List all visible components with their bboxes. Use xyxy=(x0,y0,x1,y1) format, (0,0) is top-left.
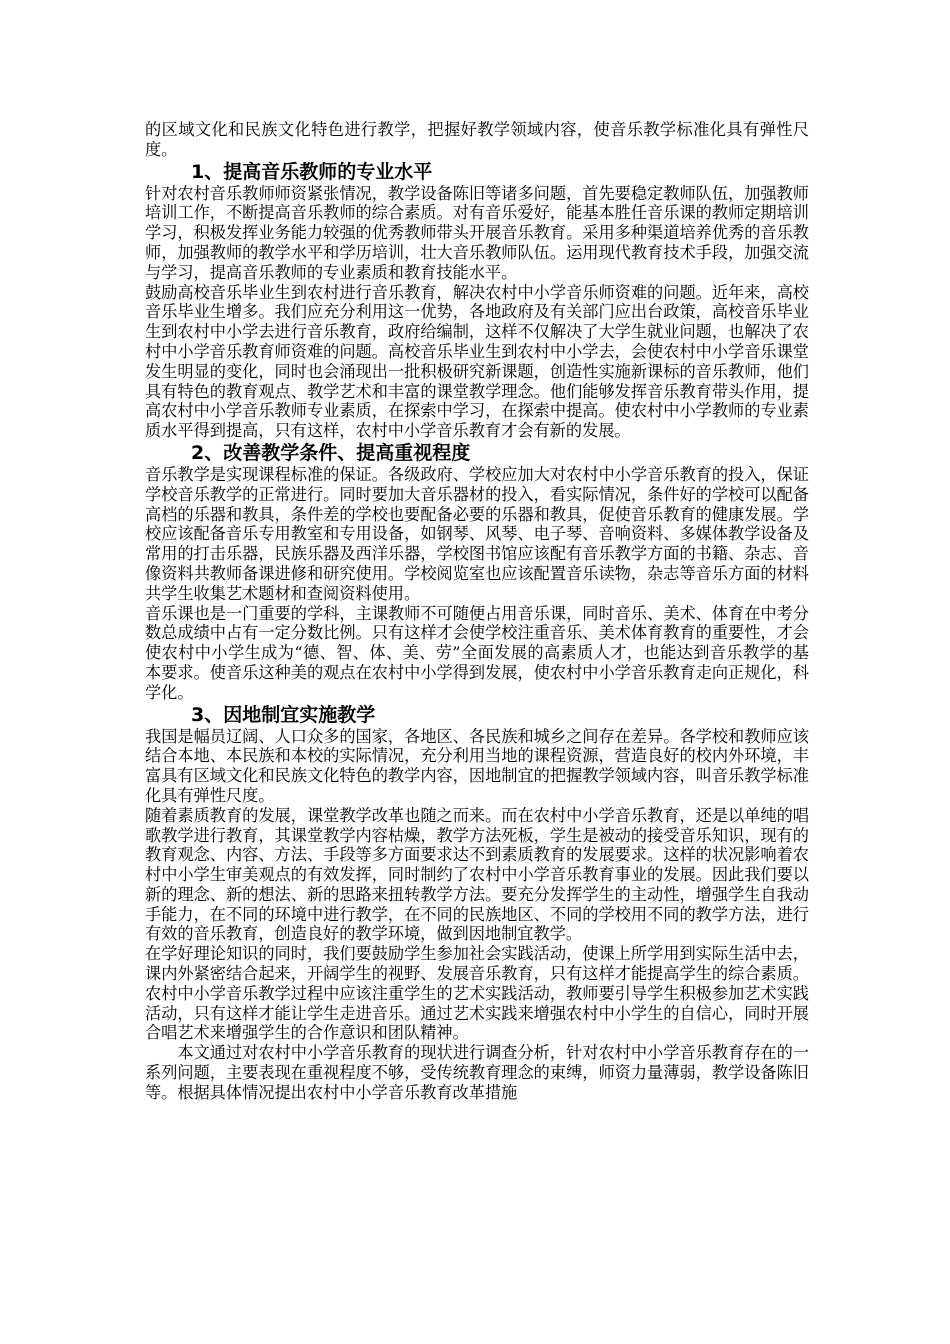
section-teaching-conditions xyxy=(145,441,809,703)
body-paragraph: 我国是幅员辽阔、人口众多的国家，各地区、各民族和城乡之间存在差异。各学校和教师应该结合本地、本民族和本校的实际情况，充分利用当地的课程资源，营造良好的校内外环境，丰富具有区域文化和民族文化特色的教学内容，因地制宜的把握教学领域内容，叫音乐教学标准化具有弹性尺度。 xyxy=(145,726,809,805)
section-heading: 3、因地制宜实施教学 xyxy=(191,703,376,726)
section-teacher-quality xyxy=(145,160,809,441)
body-paragraph: 随着素质教育的发展，课堂教学改革也随之而来。而在农村中小学音乐教育，还是以单纯的唱歌教学进行教育，其课堂教学内容枯燥，教学方法死板，学生是被动的接受音乐知识，现有的教育观念、内容、方法、手段等多方面要求达不到素质教育的发展要求。这样的状况影响着农村中小学生审美观点的有效发挥，同时制约了农村中小学音乐教育事业的发展。因此我们要以新的理念、新的想法、新的思路来扭转教学方法。要充分发挥学生的主动性，增强学生自我动手能力，在不同的环境中进行教学，在不同的民族地区、不同的学校用不同的教学方法，进行有效的音乐教育，创造良好的教学环境，做到因地制宜教学。 xyxy=(145,805,809,944)
conclusion-paragraph: 本文通过对农村中小学音乐教育的现状进行调查分析，针对农村中小学音乐教育存在的一系列问题，主要表现在重视程度不够，受传统教育理念的束缚，师资力量薄弱，教学设备陈旧等。根据具体情况提出农村中小学音乐教育改革措施 xyxy=(145,1043,809,1102)
body-paragraph: 在学好理论知识的同时，我们要鼓励学生参加社会实践活动，使课上所学用到实际生活中去，课内外紧密结合起来，开阔学生的视野、发展音乐教育，只有这样才能提高学生的综合素质。农村中小学音乐教学过程中应该注重学生的艺术实践活动，教师要引导学生积极参加艺术实践活动，只有这样才能让学生走进音乐。通过艺术实践来增强农村中小学生的自信心，同时开展合唱艺术来增强学生的合作意识和团队精神。 xyxy=(145,944,809,1043)
body-paragraph: 音乐教学是实现课程标准的保证。各级政府、学校应加大对农村中小学音乐教育的投入，保证学校音乐教学的正常进行。同时要加大音乐器材的投入，看实际情况，条件好的学校可以配备高档的乐器和教具，条件差的学校也要配备必要的乐器和教具，促使音乐教育的健康发展。学校应该配备音乐专用教室和专用设备，如钢琴、风琴、电子琴、音响资料、多媒体教学设备及常用的打击乐器，民族乐器及西洋乐器，学校图书馆应该配有音乐教学方面的书籍、杂志、音像资料共教师备课进修和研究使用。学校阅览室也应该配置音乐读物，杂志等音乐方面的材料共学生收集艺术题材和查阅资料使用。 xyxy=(145,464,809,603)
body-paragraph: 鼓励高校音乐毕业生到农村进行音乐教育，解决农村中小学音乐师资难的问题。近年来，高校音乐毕业生增多。我们应充分利用这一优势，各地政府及有关部门应出台政策，高校音乐毕业生到农村中小学去进行音乐教育，政府给编制，这样不仅解决了大学生就业问题，也解决了农村中小学音乐教育师资难的问题。高校音乐毕业生到农村中小学去，会使农村中小学音乐课堂发生明显的变化，同时也会涌现出一批积极研究新课题，创造性实施新课标的音乐教师，他们具有特色的教育观点、教学艺术和丰富的课堂教学理念。他们能够发挥音乐教育带头作用，提高农村中小学音乐教师专业素质，在探索中学习，在探索中提高。使农村中小学教师的专业素质水平得到提高，只有这样，农村中小学音乐教育才会有新的发展。 xyxy=(145,282,809,441)
document-page xyxy=(145,120,809,1103)
section-heading: 1、提高音乐教师的专业水平 xyxy=(191,160,433,183)
intro-paragraph: 的区域文化和民族文化特色进行教学，把握好教学领域内容，使音乐教学标准化具有弹性尺度。 xyxy=(145,120,809,159)
body-paragraph: 音乐课也是一门重要的学科，主课教师不可随便占用音乐课，同时音乐、美术、体育在中考分数总成绩中占有一定分数比例。只有这样才会使学校注重音乐、美术体育教育的重要性，才会使农村中小学生成为“德、智、体、美、劳”全面发展的高素质人才，也能达到音乐教学的基本要求。使音乐这种美的观点在农村中小学得到发展，使农村中小学音乐教育走向正规化，科学化。 xyxy=(145,603,809,702)
section-local-teaching xyxy=(145,703,809,1044)
section-heading: 2、改善教学条件、提高重视程度 xyxy=(191,441,471,464)
body-paragraph: 针对农村音乐教师师资紧张情况，教学设备陈旧等诸多问题，首先要稳定教师队伍，加强教师培训工作，不断提高音乐教师的综合素质。对有音乐爱好，能基本胜任音乐课的教师定期培训学习，积极发挥业务能力较强的优秀教师带头开展音乐教育。采用多种渠道培养优秀的音乐教师，加强教师的教学水平和学历培训，壮大音乐教师队伍。运用现代教育技术手段，加强交流与学习，提高音乐教师的专业素质和教育技能水平。 xyxy=(145,183,809,282)
